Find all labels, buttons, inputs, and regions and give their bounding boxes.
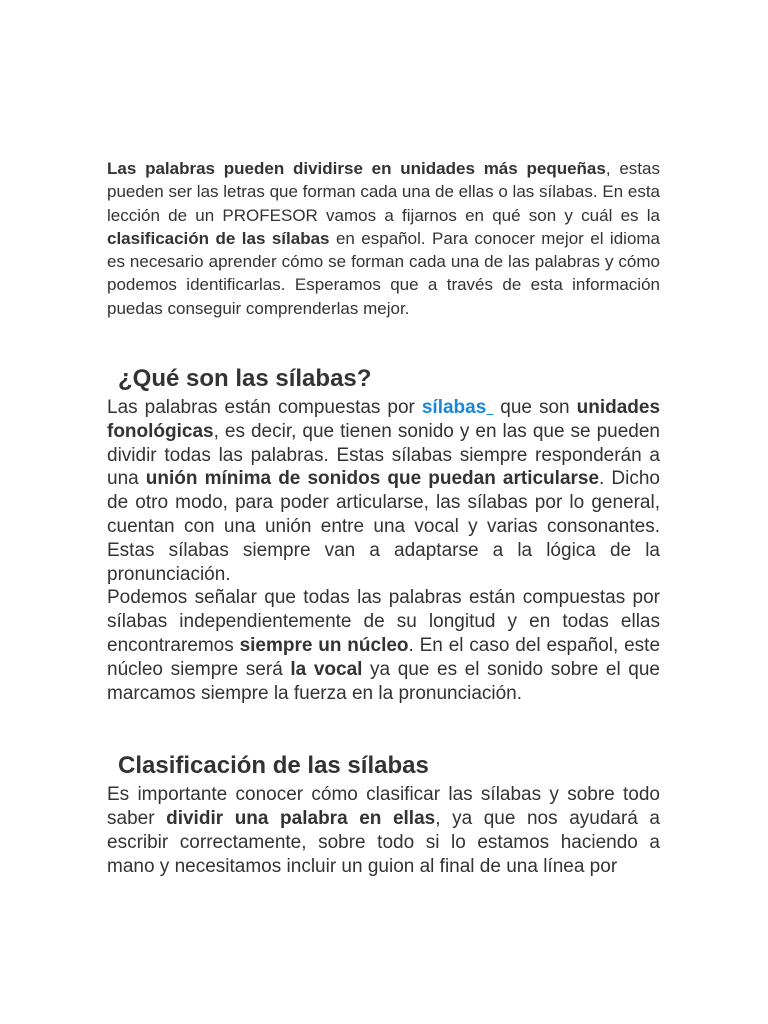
section-heading-que-son: ¿Qué son las sílabas?: [118, 365, 372, 393]
s1p2-bold-2: la vocal: [290, 658, 363, 680]
document-page: [107, 157, 660, 879]
s1p2-text-3: ya que es el sonido sobre el que marcamos siempre la fuerza en la pronunciación.: [107, 658, 660, 704]
intro-text-1: , estas pueden ser las letras que forman cada una de ellas o las sílabas. En esta lección de un PROFESOR vamos a fijarnos en qué son y cuál es la: [107, 159, 660, 225]
silabas-link-label: sílabas: [421, 397, 487, 419]
s2p1-text-2: , ya que nos ayudará a escribir correctamente, sobre todo si lo estamos haciendo a mano y necesitamos incluir un guion al final de una línea por: [107, 808, 660, 877]
s1p1-bold-1: unidades fonológicas: [107, 397, 661, 442]
s1p2-bold-1: siempre un núcleo: [239, 635, 409, 657]
section1-paragraph-1: [107, 396, 660, 586]
intro-bold-lead: Las palabras pueden dividirse en unidades más pequeñas: [107, 159, 606, 178]
s1p1-text-2: que son: [493, 397, 577, 419]
intro-paragraph: [107, 157, 660, 320]
silabas-link[interactable]: [422, 397, 493, 418]
intro-text-2: en español. Para conocer mejor el idioma es necesario aprender cómo se forman cada una de las palabras y cómo podemos identificarlas. Esperamos que a través de esta información puedas conseguir comprenderlas mejor.: [107, 228, 661, 318]
intro-bold-classification: clasificación de las sílabas: [107, 228, 330, 248]
s1p1-text-4: . Dicho de otro modo, para poder articularse, las sílabas por lo general, cuentan con una unión entre una vocal y varias consonantes. Estas sílabas siempre van a adaptarse a la lógica de la pronunciación.: [107, 468, 660, 585]
s1p2-text-2: . En el caso del español, este núcleo siempre será: [107, 635, 661, 680]
section-heading-clasificacion: Clasificación de las sílabas: [118, 752, 429, 780]
section1-paragraph-2: [107, 586, 660, 705]
s2p1-text-1: Es importante conocer cómo clasificar las sílabas y sobre todo saber: [107, 784, 660, 830]
section2-paragraph-1: [107, 783, 660, 878]
s2p1-bold-1: dividir una palabra en ellas: [166, 808, 436, 830]
s1p1-bold-2: unión mínima de sonidos que puedan articularse: [145, 468, 600, 490]
s1p2-text-1: Podemos señalar que todas las palabras están compuestas por sílabas independientemente de su longitud y en todas ellas encontraremos: [107, 587, 660, 657]
s1p1-text-1: Las palabras están compuestas por: [107, 397, 422, 419]
s1p1-text-3: , es decir, que tienen sonido y en las que se pueden dividir todas las palabras. Estas sílabas siempre responderán a una: [107, 420, 660, 490]
